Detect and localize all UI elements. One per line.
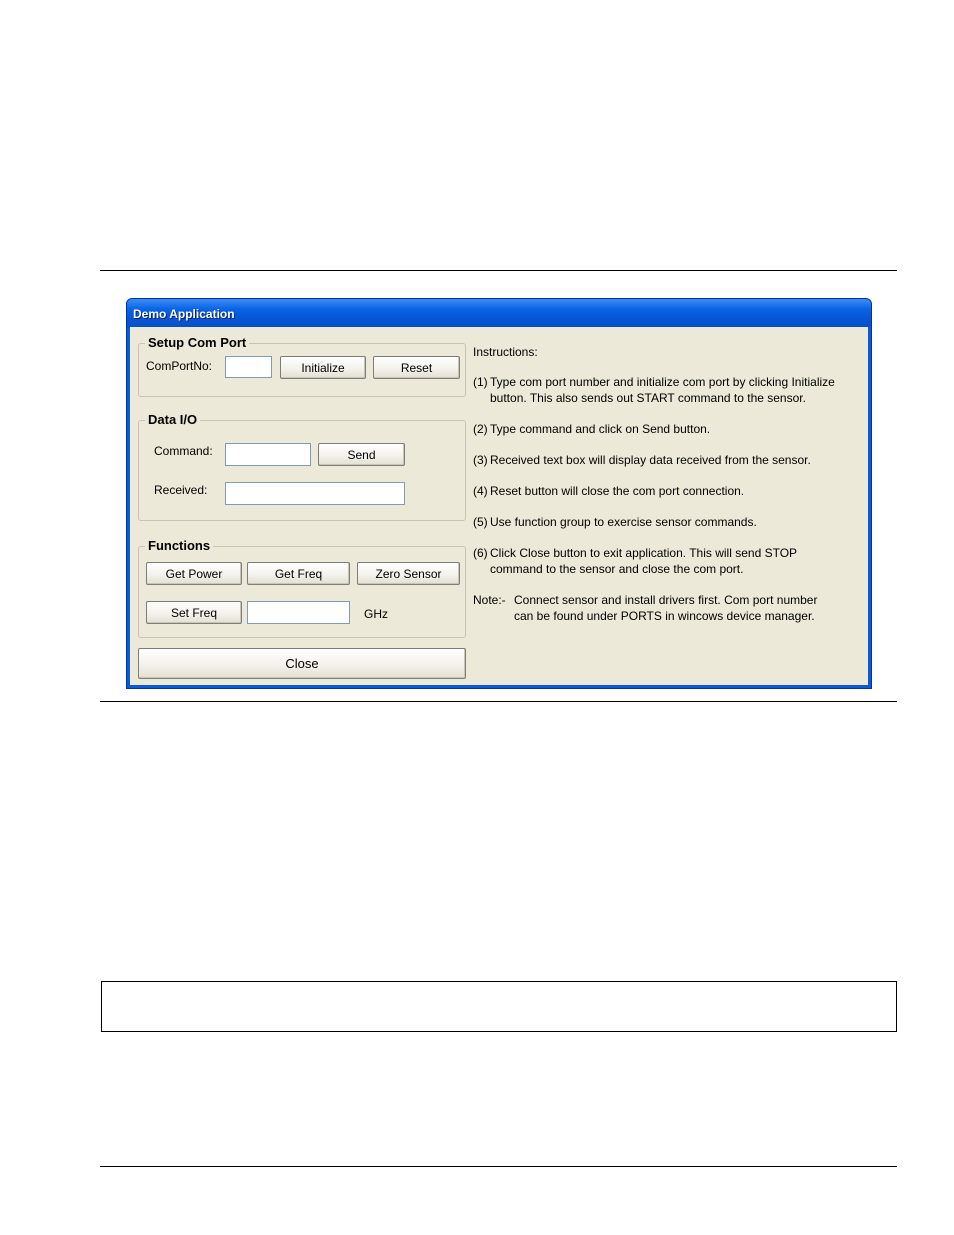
- instruction-item: [473, 422, 710, 438]
- instruction-number: (6): [473, 546, 488, 560]
- get-power-button[interactable]: Get Power: [146, 562, 242, 585]
- instruction-continuation: button. This also sends out START command to the sensor.: [490, 391, 806, 405]
- instruction-text: Type command and click on Send button.: [490, 422, 711, 436]
- instruction-number: (3): [473, 453, 488, 467]
- instruction-text: Received text box will display data received from the sensor.: [490, 453, 811, 467]
- received-output[interactable]: [225, 482, 405, 505]
- instruction-text: Click Close button to exit application. This will send STOP: [490, 546, 798, 560]
- instruction-number: (5): [473, 515, 488, 529]
- middle-rule: [100, 701, 897, 702]
- window-client-area: [130, 327, 868, 685]
- functions-legend: Functions: [145, 538, 213, 554]
- instruction-item: [473, 375, 835, 391]
- instruction-text: Type com port number and initialize com port by clicking Initialize: [490, 375, 835, 389]
- instruction-text: Use function group to exercise sensor commands.: [490, 515, 757, 529]
- note-text: Connect sensor and install drivers first. Com port number: [514, 593, 818, 607]
- window-title: Demo Application: [133, 307, 235, 321]
- top-rule: [100, 270, 897, 271]
- comport-input[interactable]: [225, 356, 272, 378]
- instruction-continuation: command to the sensor and close the com port.: [490, 562, 744, 576]
- command-label: Command:: [154, 444, 213, 458]
- get-freq-button[interactable]: Get Freq: [247, 562, 350, 585]
- data-io-legend: Data I/O: [145, 412, 200, 428]
- empty-note-box: [101, 981, 897, 1032]
- zero-sensor-button[interactable]: Zero Sensor: [357, 562, 460, 585]
- instruction-number: (2): [473, 422, 488, 436]
- bottom-rule: [100, 1166, 897, 1167]
- instructions-heading: Instructions:: [473, 345, 538, 359]
- instruction-number: (4): [473, 484, 488, 498]
- instruction-item: [473, 484, 744, 500]
- reset-button[interactable]: Reset: [373, 356, 460, 379]
- instruction-number: (1): [473, 375, 488, 389]
- command-input[interactable]: [225, 443, 311, 466]
- setup-com-port-group: [138, 335, 466, 397]
- data-io-group: [138, 412, 466, 521]
- title-bar[interactable]: [127, 299, 871, 327]
- instruction-item: [473, 546, 797, 562]
- instruction-text: Reset button will close the com port connection.: [490, 484, 745, 498]
- initialize-button[interactable]: Initialize: [280, 356, 366, 379]
- note-label: Note:-: [473, 593, 506, 607]
- instruction-item: [473, 453, 811, 469]
- setup-com-port-legend: Setup Com Port: [145, 335, 249, 351]
- demo-application-window: [126, 298, 872, 689]
- set-freq-button[interactable]: Set Freq: [146, 601, 242, 624]
- instruction-item: [473, 515, 757, 531]
- frequency-input[interactable]: [247, 601, 350, 624]
- send-button[interactable]: Send: [318, 443, 405, 466]
- functions-group: [138, 538, 466, 638]
- close-button[interactable]: Close: [138, 648, 466, 679]
- received-label: Received:: [154, 483, 208, 497]
- note-continuation: can be found under PORTS in wincows device manager.: [514, 609, 815, 623]
- comport-label: ComPortNo:: [146, 359, 213, 373]
- ghz-unit-label: GHz: [364, 607, 388, 621]
